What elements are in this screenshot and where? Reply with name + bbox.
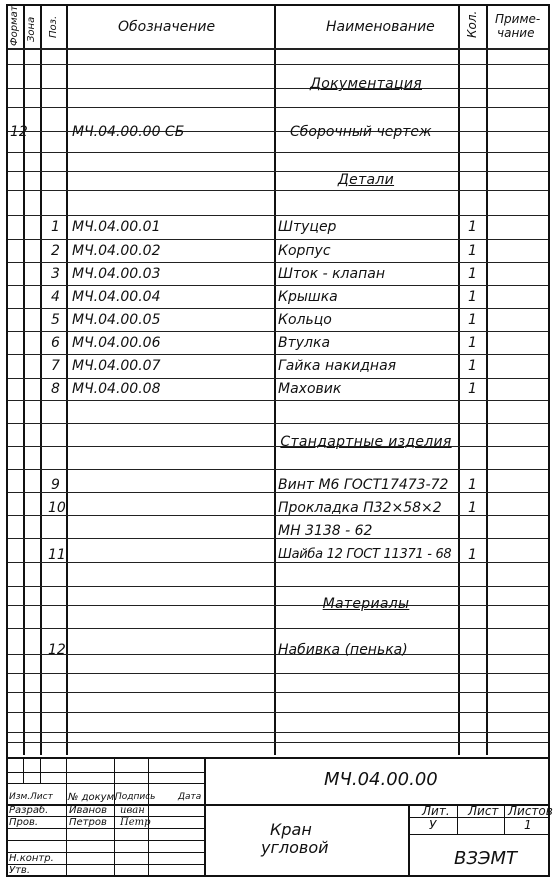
row-line: [8, 712, 548, 713]
row-quantity: 1: [468, 547, 477, 563]
col-line-zone: [40, 6, 42, 755]
col-line-qty: [486, 6, 488, 755]
row-position: 10: [48, 500, 66, 516]
row-line: [8, 673, 548, 674]
row-quantity: 1: [468, 335, 477, 351]
row-designation: МЧ.04.00.00 СБ: [72, 124, 185, 140]
tb-col-izm: Изм.: [9, 792, 31, 802]
row-line: [8, 692, 548, 693]
title-doc-code: МЧ.04.00.00: [324, 769, 438, 790]
row-name: Шайба 12 ГОСТ 11371 - 68: [278, 547, 452, 562]
row-position: 4: [51, 289, 60, 305]
row-name: Шток - клапан: [278, 266, 385, 282]
row-designation: МЧ.04.00.02: [72, 243, 161, 259]
row-designation: МЧ.04.00.04: [72, 289, 161, 305]
row-designation: МЧ.04.00.03: [72, 266, 161, 282]
col-line-designation: [274, 6, 276, 755]
row-format: 12: [10, 124, 28, 140]
tb-utv-label: Утв.: [9, 865, 30, 876]
tb-v-lit: [457, 804, 458, 834]
tb-razrab-label: Разраб.: [9, 805, 49, 816]
row-name: Винт М6 ГОСТ17473-72: [278, 477, 449, 493]
tb-nkontr-label: Н.контр.: [9, 853, 54, 864]
col-line-name: [458, 6, 460, 755]
row-position: 2: [51, 243, 60, 259]
row-name: Сборочный чертеж: [290, 124, 432, 140]
row-line: [8, 378, 548, 379]
header-designation: Обозначение: [118, 19, 216, 35]
header-note-line1: Приме-: [495, 12, 541, 26]
tb-top-line: [8, 757, 548, 759]
row-name: Корпус: [278, 243, 331, 259]
tb-sheets-value: 1: [524, 818, 532, 832]
section-heading: Стандартные изделия: [280, 434, 452, 450]
row-name: Кольцо: [278, 312, 332, 328]
header-pos: Поз.: [48, 15, 59, 38]
row-line: [8, 469, 548, 470]
tb-prov-label: Пров.: [9, 817, 39, 828]
header-note-line2: чание: [497, 26, 535, 40]
tb-product-line2: угловой: [261, 838, 329, 857]
tb-v-format: [23, 757, 24, 783]
col-line-format: [23, 6, 25, 755]
row-position: 3: [51, 266, 60, 282]
tb-h2: [8, 783, 204, 784]
row-line: [8, 354, 548, 355]
tb-sheet-label: Лист: [468, 804, 499, 818]
section-heading: Документация: [310, 76, 422, 92]
tb-h5: [8, 828, 204, 829]
row-line: [8, 331, 548, 332]
tb-organization: ВЗЭМТ: [454, 848, 517, 869]
row-line: [8, 285, 548, 286]
row-name: Гайка накидная: [278, 358, 397, 374]
row-position: 1: [51, 219, 60, 235]
row-name: Крышка: [278, 289, 338, 305]
tb-prov-name: Петров: [69, 817, 107, 828]
row-quantity: 1: [468, 243, 477, 259]
row-line: [8, 586, 548, 587]
header-name: Наименование: [326, 19, 435, 35]
row-quantity: 1: [468, 381, 477, 397]
tb-h8: [8, 864, 204, 865]
tb-v-right: [408, 804, 410, 875]
row-line: [8, 190, 548, 191]
tb-col-docnum: № докум.: [68, 792, 118, 803]
row-name: Набивка (пенька): [278, 642, 408, 658]
row-line: [8, 262, 548, 263]
row-designation: МЧ.04.00.01: [72, 219, 161, 235]
row-name: Штуцер: [278, 219, 337, 235]
row-position: 7: [51, 358, 60, 374]
row-line: [8, 152, 548, 153]
row-position: 12: [48, 642, 66, 658]
row-designation: МЧ.04.00.08: [72, 381, 161, 397]
tb-sheets-label: Листов: [508, 804, 553, 818]
tb-col-list: Лист: [30, 792, 53, 802]
row-quantity: 1: [468, 219, 477, 235]
row-position: 9: [51, 477, 60, 493]
tb-prov-signature: Петр: [120, 817, 151, 828]
header-qty: Кол.: [465, 10, 479, 38]
header-format: Формат: [9, 5, 20, 46]
tb-product-line1: Кран: [270, 820, 312, 839]
row-name: Маховик: [278, 381, 342, 397]
row-line: [8, 308, 548, 309]
row-position: 6: [51, 335, 60, 351]
section-heading: Материалы: [322, 596, 410, 612]
tb-lit-value: У: [429, 818, 437, 832]
row-line: [8, 742, 548, 743]
row-position: 5: [51, 312, 60, 328]
tb-col-date: Дата: [178, 792, 202, 802]
row-line: [8, 732, 548, 733]
col-line-pos: [66, 6, 68, 755]
row-name: Втулка: [278, 335, 331, 351]
row-designation: МЧ.04.00.06: [72, 335, 161, 351]
row-name: Прокладка П32×58×2: [278, 500, 442, 516]
tb-h1: [8, 772, 204, 773]
tb-v-zone: [40, 757, 41, 783]
row-line: [8, 628, 548, 629]
row-line: [8, 107, 548, 108]
section-heading: Детали: [337, 172, 395, 188]
tb-lit-label: Лит.: [422, 804, 450, 818]
row-line: [8, 48, 548, 50]
row-line: [8, 423, 548, 424]
row-quantity: 1: [468, 477, 477, 493]
row-line: [8, 400, 548, 401]
row-quantity: 1: [468, 358, 477, 374]
row-designation: МЧ.04.00.05: [72, 312, 161, 328]
tb-v-main: [204, 757, 206, 875]
row-designation: МЧ.04.00.07: [72, 358, 161, 374]
row-quantity: 1: [468, 500, 477, 516]
row-position: 11: [48, 547, 66, 563]
tb-razrab-signature: иван: [120, 805, 145, 816]
specification-sheet: [6, 4, 553, 877]
row-quantity: 1: [468, 266, 477, 282]
row-name: МН 3138 - 62: [278, 523, 373, 539]
tb-col-sign: Подпись: [115, 792, 156, 802]
tb-h-lit2: [408, 834, 548, 835]
row-quantity: 1: [468, 289, 477, 305]
row-quantity: 1: [468, 312, 477, 328]
row-line: [8, 239, 548, 240]
row-line: [8, 64, 548, 65]
tb-h6: [8, 840, 204, 841]
row-line: [8, 215, 548, 216]
tb-v-sheet: [504, 804, 505, 834]
tb-razrab-name: Иванов: [69, 805, 108, 816]
row-position: 8: [51, 381, 60, 397]
header-zone: Зона: [26, 16, 37, 42]
